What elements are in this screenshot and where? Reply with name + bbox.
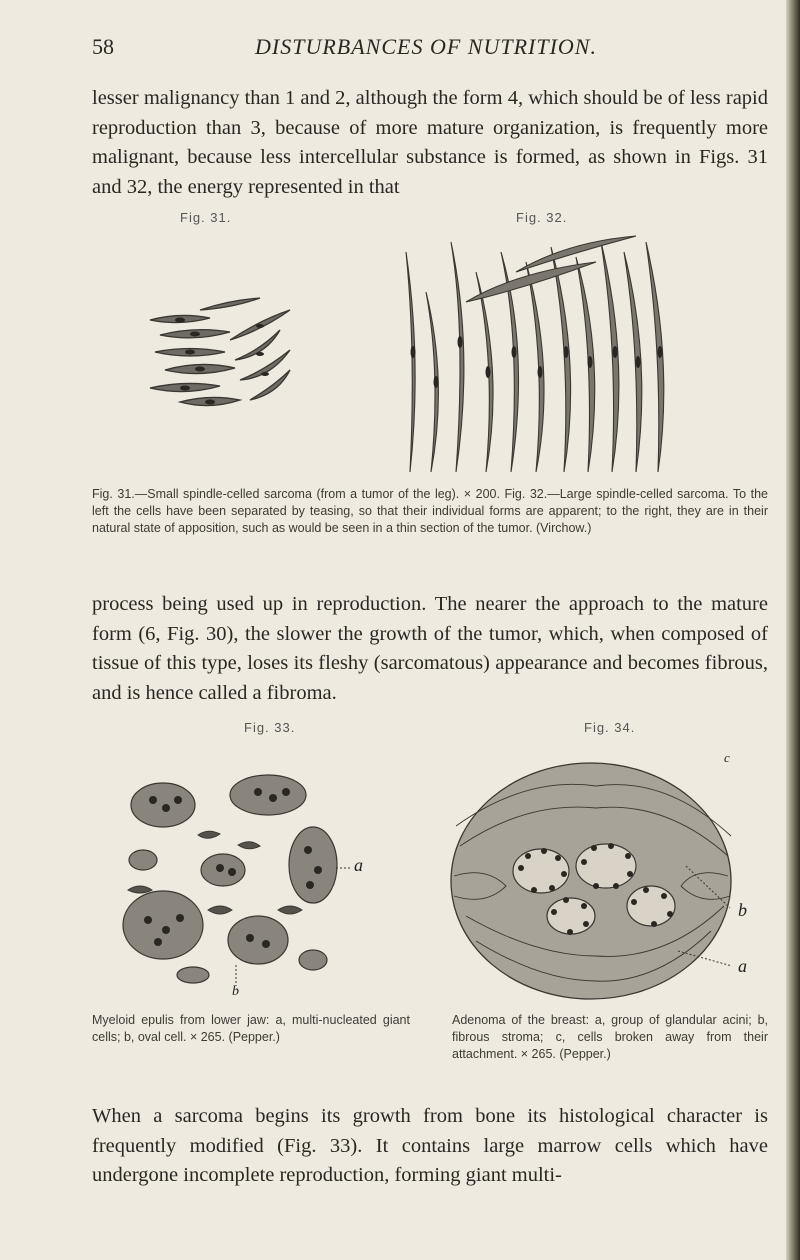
fig-33-illustration: [108, 750, 358, 1000]
fig-34-label: Fig. 34.: [584, 720, 636, 735]
figure-caption-33: Myeloid epulis from lower jaw: a, multi-nucleated giant cells; b, oval cell. × 265. (Pepper.): [92, 1013, 410, 1044]
fig-33-label: Fig. 33.: [244, 720, 296, 735]
fig-33-marker-b: b: [232, 984, 239, 999]
fig-31-illustration: [140, 290, 300, 430]
fig-32-illustration: [396, 232, 682, 482]
fig-34-illustration: [446, 756, 746, 1006]
page-header: [92, 34, 760, 68]
fig-33-marker-a: a: [354, 855, 363, 875]
running-head: DISTURBANCES OF NUTRITION.: [255, 34, 597, 59]
figure-caption-34: Adenoma of the breast: a, group of glandular acini; b, fibrous stroma; c, cells broken away from their attachment. × 265. (Pepper.): [452, 1013, 768, 1061]
page-number: 58: [92, 34, 114, 59]
paragraph-2: process being used up in reproduction. The nearer the approach to the mature form (6, Fig. 30), the slower the growth of the tumor, which, when composed of tissue of this type, loses its fleshy (sarcomatous) appearance and becomes fibrous, and is hence called a fibroma.: [92, 593, 768, 704]
fig-31-label: Fig. 31.: [180, 210, 232, 225]
figure-caption-31-32: Fig. 31.—Small spindle-celled sarcoma (from a tumor of the leg). × 200. Fig. 32.—Large spindle-celled sarcoma. To the left the cells have been separated by teasing, so that their individual forms are apparent; to the right, they are in their natural state of apposition, such as would be seen in a thin section of the tumor. (Virchow.): [92, 487, 768, 535]
paragraph-3: When a sarcoma begins its growth from bone its histological character is frequently modified (Fig. 33). It contains large marrow cells which have undergone incomplete reproduction, forming giant multi-: [92, 1105, 768, 1186]
fig-32-label: Fig. 32.: [516, 210, 568, 225]
page-edge-shadow: [786, 0, 800, 1260]
fig-34-marker-b: b: [738, 900, 747, 920]
fig-34-marker-a: a: [738, 956, 747, 976]
fig-34-marker-c: c: [724, 750, 730, 765]
paragraph-1: lesser malignancy than 1 and 2, although the form 4, which should be of less rapid reproduction than 3, because of more mature organization, is frequently more malignant, because less intercellular substance is formed, as shown in Figs. 31 and 32, the energy represented in that: [92, 87, 768, 198]
